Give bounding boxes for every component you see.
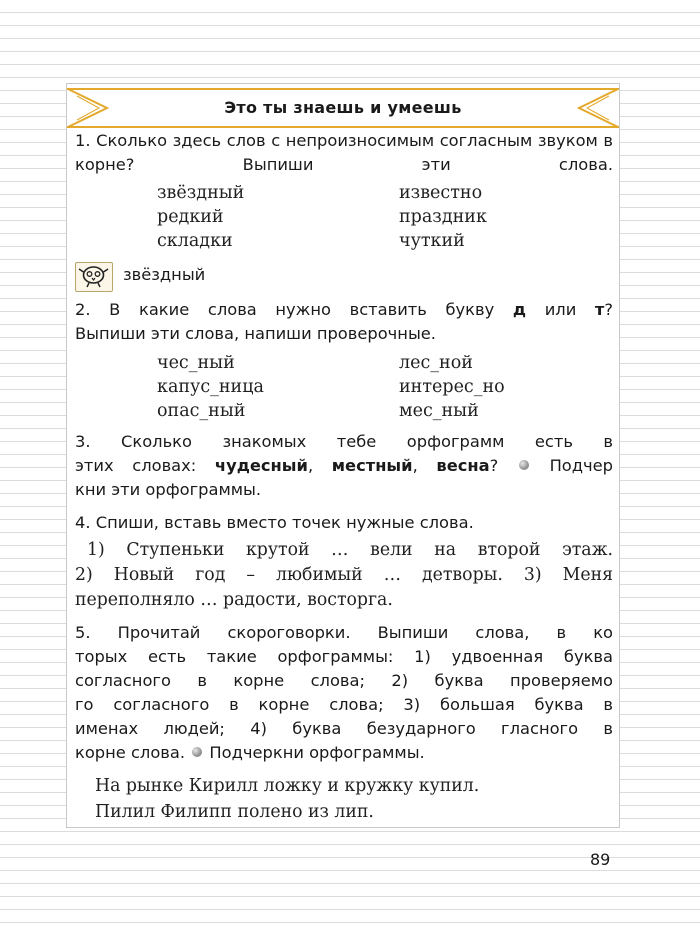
word-item: редкий [157, 207, 224, 227]
task-3-line-1: 3. Сколько знакомых тебе орфограмм есть в [75, 432, 613, 451]
task-1-word-list [157, 181, 577, 253]
page-number: 89 [590, 850, 611, 869]
task-4-line-4: переполняло … радости, восторга. [75, 590, 393, 610]
section-banner [67, 88, 619, 128]
word-mestny: местный [331, 456, 413, 475]
word-item: капус_ница [157, 377, 264, 397]
poem-line: Пилил Филипп полено из лип. [95, 802, 374, 822]
word-vesna: весна [436, 456, 490, 475]
task-1-text: 1. Сколько здесь слов с непроизносимым согласным звуком в корне? Выпиши эти слова. [75, 131, 613, 174]
word-item: известно [399, 183, 483, 203]
task-4-line-3: 2) Новый год – любимый … детворы. 3) Меня [75, 565, 613, 585]
task-5-line: го согласного в корне слова; 3) большая буква в [75, 695, 613, 714]
word-row [157, 351, 577, 375]
sample-word: звёздный [123, 265, 206, 284]
word-item: мес_ный [399, 401, 479, 421]
task-5-line: 5. Прочитай скороговорки. Выпиши слова, в ко [75, 623, 613, 642]
word-row [157, 229, 577, 253]
word-row [157, 375, 577, 399]
task-5-line: торых есть такие орфограммы: 1) удвоенная буква [75, 647, 613, 666]
word-item: праздник [399, 207, 487, 227]
word-row [157, 205, 577, 229]
task-5-line: корне слова. Подчеркни орфограммы. [75, 743, 425, 762]
task-5-line: именах людей; 4) буква безударного гласного в [75, 719, 613, 738]
task-2-word-list [157, 351, 577, 423]
word-item: лес_ной [399, 353, 473, 373]
exercise-panel [66, 83, 620, 828]
task-4-text [75, 511, 613, 535]
task-4-instruction: 4. Спиши, вставь вместо точек нужные слова. [75, 513, 474, 532]
section-title: Это ты знаешь и умеешь [224, 98, 462, 117]
word-chudesny: чудесный [214, 456, 308, 475]
task-3-text [75, 430, 613, 502]
word-item: опас_ный [157, 401, 246, 421]
sample-owl-icon [75, 262, 113, 292]
word-item: интерес_но [399, 377, 505, 397]
word-row [157, 399, 577, 423]
tongue-twisters [95, 773, 615, 825]
task-3-line-3: кни эти орфограммы. [75, 480, 262, 499]
task-2-line-1: 2. В какие слова нужно вставить букву д или т? [75, 300, 614, 319]
word-item: звёздный [157, 183, 245, 203]
word-row [157, 181, 577, 205]
task-4-line-2: 1) Ступеньки крутой … вели на второй этаж. [87, 540, 613, 560]
task-2-line-2: Выпиши эти слова, напиши проверочные. [75, 324, 436, 343]
bullet-icon [519, 460, 529, 470]
task-2-text [75, 298, 613, 346]
task-3-line-2: этих словах: чудесный, местный, весна? Подчер [75, 456, 613, 475]
word-item: складки [157, 231, 233, 251]
bullet-icon [192, 747, 202, 757]
poem-line: На рынке Кирилл ложку и кружку купил. [95, 776, 480, 796]
task-4-sentences [75, 538, 613, 613]
task-5-text [75, 621, 613, 765]
task-5-line: согласного в корне слова; 2) буква проверяемо [75, 671, 613, 690]
word-item: чес_ный [157, 353, 235, 373]
letter-d: д [512, 300, 527, 319]
word-item: чуткий [399, 231, 465, 251]
letter-t: т [594, 300, 605, 319]
